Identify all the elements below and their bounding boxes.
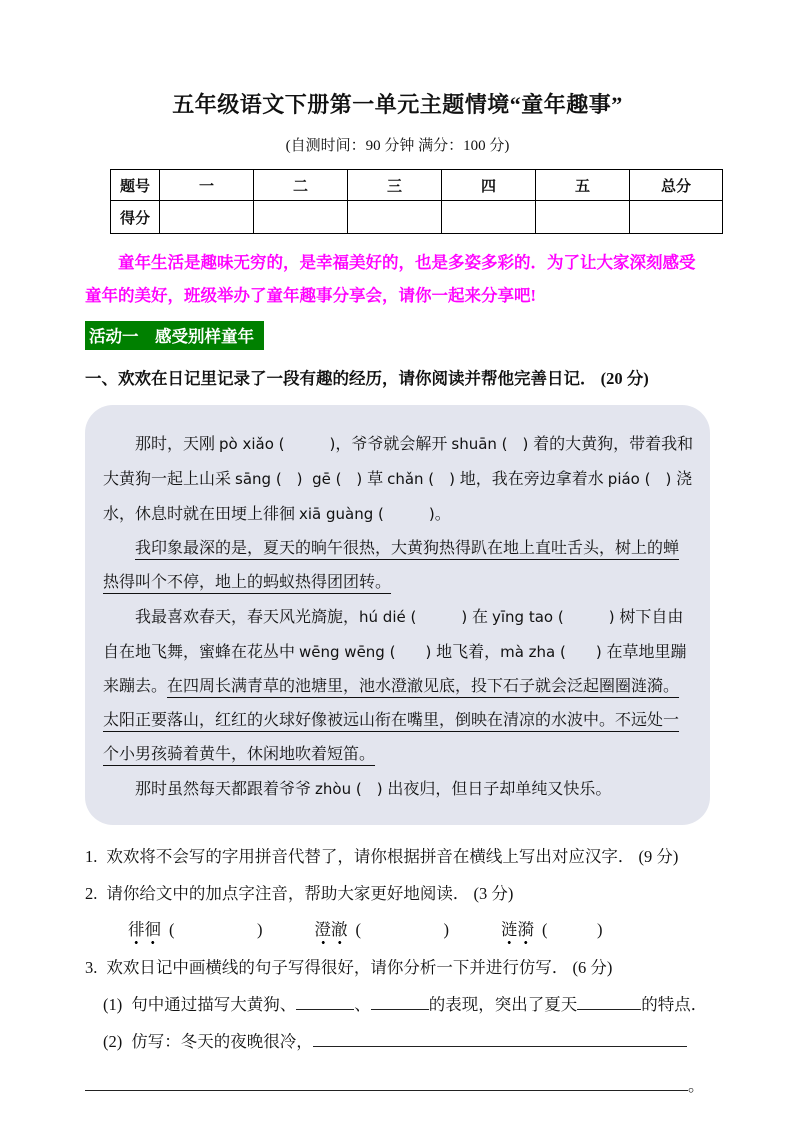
answer-blank — [296, 994, 354, 1010]
intro-text: 童年生活是趣味无穷的，是幸福美好的，也是多姿多彩的．为了让大家深刻感受童年的美好，班级举办了童年趣事分享会，请你一起来分享吧! — [85, 253, 696, 305]
score-table-header-cell: 四 — [442, 170, 536, 201]
pinyin-blank: gē ( ) — [312, 470, 368, 488]
score-cell — [254, 201, 348, 234]
pinyin-blank: shuān ( ) — [451, 435, 534, 453]
question-text: 欢欢日记中画横线的句子写得很好，请你分析一下并进行仿写． (6 分) — [106, 958, 613, 977]
question-3 — [85, 952, 710, 984]
diary-text: 那时，天刚 — [135, 436, 220, 453]
diary-paragraph-4 — [103, 772, 694, 807]
dotted-word-item — [315, 913, 450, 947]
underlined-sentence: 我印象最深的是，夏天的晌午很热，大黄狗热得趴在地上直吐舌头，树上的蝉热得叫个不停，地上的蚂蚁热得团团转。 — [103, 540, 680, 591]
question-text: 欢欢将不会写的字用拼音代替了，请你根据拼音在横线上写出对应汉字． (9 分) — [106, 847, 679, 866]
sub-question-text: 句中通过描写大黄狗、 — [131, 995, 297, 1014]
dotted-word: 澄澈 — [315, 920, 348, 945]
diary-text: 在草地里蹦来蹦去。 — [103, 644, 687, 695]
dotted-word: 涟漪 — [501, 920, 534, 945]
section-one-heading: 一、欢欢在日记里记录了一段有趣的经历，请你阅读并帮他完善日记． (20 分) — [85, 369, 649, 388]
diary-text: 出夜归，但日子却单纯又快乐。 — [387, 781, 612, 798]
answer-paren: ( ) — [542, 920, 603, 939]
score-table-header-row — [111, 170, 723, 201]
answer-paren: ( ) — [169, 920, 263, 939]
answer-blank — [577, 994, 641, 1010]
diary-paragraph-3 — [103, 600, 694, 772]
question-number: 1. — [85, 847, 98, 866]
pinyin-blank: pò xiǎo ( ) — [219, 435, 336, 453]
score-table-score-row — [111, 201, 723, 234]
diary-box — [85, 405, 710, 825]
underlined-sentence: 在四周长满青草的池塘里，池水澄澈见底，投下石子就会泛起圈圈涟漪。太阳正要落山，红红的火球好像被远山衔在嘴里，倒映在清凉的水波中。不远处一个小男孩骑着黄牛，休闲地吹着短笛。 — [103, 678, 680, 763]
sub-question-text: 仿写：冬天的夜晚很冷， — [131, 1032, 313, 1051]
pinyin-blank: zhòu ( ) — [315, 780, 388, 798]
diary-text: ，爷爷就会解开 — [335, 436, 452, 453]
question-3-sub-1 — [103, 989, 710, 1021]
pinyin-blank: piáo ( ) — [607, 470, 677, 488]
answer-blank — [85, 1075, 688, 1091]
pinyin-blank: mà zha ( ) — [500, 643, 607, 661]
answer-paren: ( ) — [355, 920, 449, 939]
sub-question-text: 的特点． — [641, 995, 708, 1014]
score-table-header-cell: 总分 — [630, 170, 723, 201]
question-2 — [85, 878, 710, 910]
answer-blank — [313, 1031, 687, 1047]
pinyin-blank: wēng wēng ( ) — [299, 643, 437, 661]
score-cell — [536, 201, 630, 234]
score-table-header-cell: 题号 — [111, 170, 160, 201]
score-cell — [160, 201, 254, 234]
question-number: 3. — [85, 958, 98, 977]
question-1 — [85, 841, 710, 873]
question-number: 2. — [85, 884, 98, 903]
diary-text: 在 — [471, 609, 492, 626]
score-cell — [348, 201, 442, 234]
pinyin-blank: hú dié ( ) — [359, 608, 472, 626]
pinyin-blank: chǎn ( ) — [387, 470, 460, 488]
score-cell — [442, 201, 536, 234]
question-text: 请你给文中的加点字注音，帮助大家更好地阅读． (3 分) — [106, 884, 514, 903]
activity-banner-label: 活动一 感受别样童年 — [89, 327, 254, 346]
diary-text: 我最喜欢春天，春天风光旖旎， — [135, 609, 360, 626]
diary-text: 地，我在旁边拿着水 — [459, 471, 608, 488]
question-3-sub-2 — [103, 1026, 710, 1058]
tail-punctuation: 。 — [688, 1076, 705, 1095]
score-row-label: 得分 — [111, 201, 160, 234]
diary-text: 地飞着， — [436, 644, 501, 661]
continuation-answer-line — [85, 1072, 710, 1096]
activity-banner — [85, 321, 264, 350]
diary-paragraph-2 — [103, 532, 694, 600]
score-table-header-cell: 一 — [160, 170, 254, 201]
score-table-header-cell: 五 — [536, 170, 630, 201]
pinyin-blank: xiā guàng ( ) — [299, 505, 435, 523]
pinyin-blank: yīng tao ( ) — [491, 608, 620, 626]
diary-text: 那时虽然每天都跟着爷爷 — [135, 781, 316, 798]
answer-blank — [371, 994, 429, 1010]
pinyin-blank: sāng ( ) — [235, 470, 313, 488]
sub-question-text: 、 — [354, 995, 371, 1014]
sub-question-number: (1) — [103, 995, 123, 1014]
dotted-word-item — [128, 913, 263, 947]
sub-question-number: (2) — [103, 1032, 123, 1051]
diary-paragraph-1 — [103, 427, 694, 532]
diary-text: 草 — [367, 471, 388, 488]
score-table-header-cell: 二 — [254, 170, 348, 201]
diary-text: 浇水，休息时就在田埂上徘徊 — [103, 471, 693, 523]
diary-text: 树下自由自在地飞舞，蜜蜂在花丛中 — [103, 609, 684, 661]
pinyin-word-row — [128, 913, 710, 947]
diary-text: 着的大黄狗，带着我和大黄狗一起上山采 — [103, 436, 694, 488]
score-table — [110, 169, 723, 234]
page-title: 五年级语文下册第一单元主题情境“童年趣事” — [172, 92, 623, 117]
test-info: (自测时间：90 分钟 满分：100 分) — [285, 138, 510, 154]
score-table-header-cell: 三 — [348, 170, 442, 201]
dotted-word: 徘徊 — [128, 920, 161, 945]
sub-question-text: 的表现，突出了夏天 — [428, 995, 578, 1014]
dotted-word-item — [501, 913, 603, 947]
diary-text: 。 — [434, 506, 451, 523]
score-cell — [630, 201, 723, 234]
